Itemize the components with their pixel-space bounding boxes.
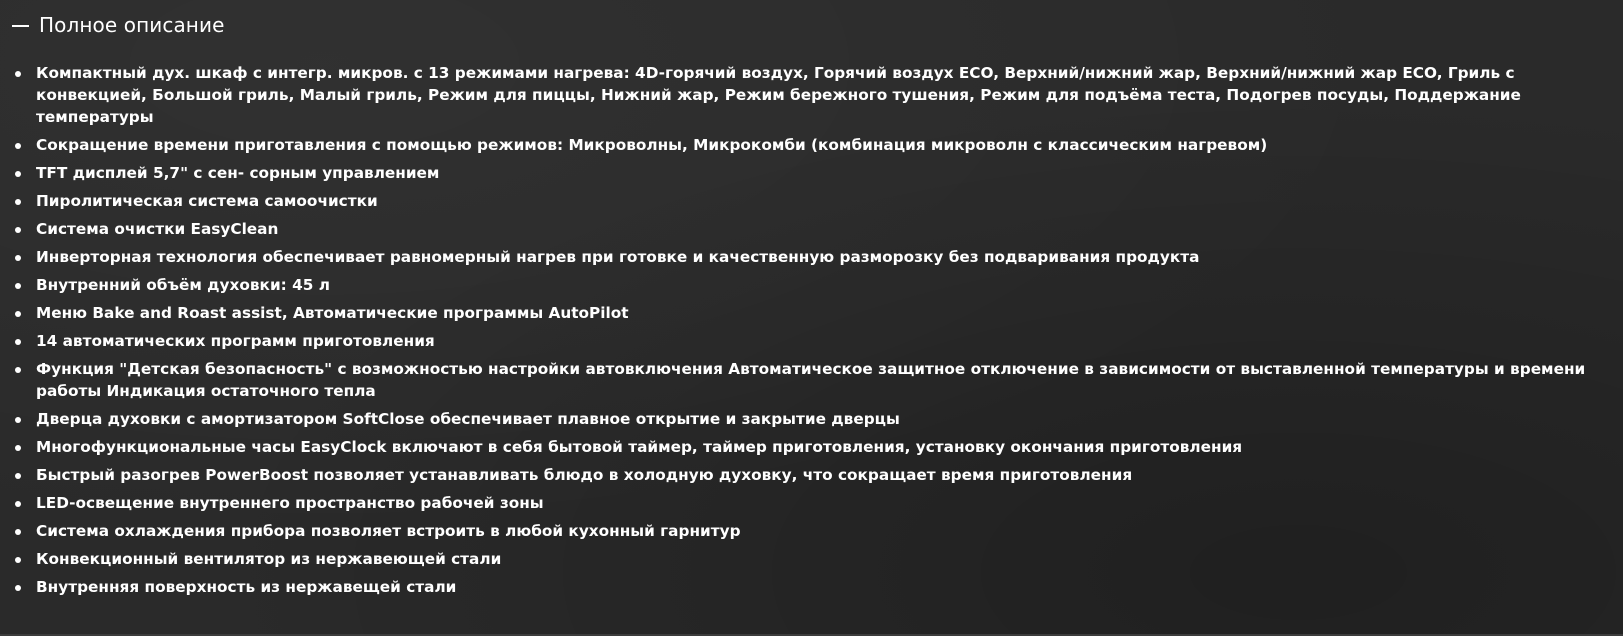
- list-item: [36, 218, 1611, 240]
- bullet-icon: [15, 501, 21, 507]
- minus-icon[interactable]: [12, 25, 29, 27]
- list-item: [36, 190, 1611, 212]
- list-item: [36, 492, 1611, 514]
- bullet-icon: [15, 585, 21, 591]
- bullet-icon: [15, 445, 21, 451]
- bullet-icon: [15, 339, 21, 345]
- list-item: [36, 520, 1611, 542]
- feature-text: Инверторная технология обеспечивает равномерный нагрев при готовке и качественную разморозку без подваривания продукта: [36, 248, 1200, 266]
- list-item: [36, 408, 1611, 430]
- list-item: [36, 548, 1611, 570]
- feature-text: Пиролитическая система самоочистки: [36, 192, 378, 210]
- bullet-icon: [15, 71, 21, 77]
- feature-text: Функция "Детская безопасность" с возможностью настройки автовключения Автоматическое защитное отключение в зависимости от выставленной температуры и времени работы Индикация остаточного тепла: [36, 360, 1586, 400]
- bullet-icon: [15, 367, 21, 373]
- feature-text: Многофункциональные часы EasyClock включают в себя бытовой таймер, таймер приготовления, установку окончания приготовления: [36, 438, 1243, 456]
- feature-text: Конвекционный вентилятор из нержавеющей стали: [36, 550, 502, 568]
- feature-list: [0, 62, 1623, 604]
- feature-text: Внутренняя поверхность из нержавещей стали: [36, 578, 457, 596]
- list-item: [36, 436, 1611, 458]
- list-item: [36, 274, 1611, 296]
- list-item: [36, 134, 1611, 156]
- section-title: Полное описание: [39, 13, 225, 37]
- list-item: [36, 302, 1611, 324]
- bullet-icon: [15, 311, 21, 317]
- bullet-icon: [15, 171, 21, 177]
- feature-text: TFT дисплей 5,7" с сен- сорным управлением: [36, 164, 440, 182]
- feature-text: Компактный дух. шкаф с интегр. микров. с 13 режимами нагрева: 4D-горячий воздух, Горячий воздух ECO, Верхний/нижний жар, Верхний/нижний жар ECO, Гриль с конвекцией, Большой гриль, Малый гриль, Режим для пиццы, Нижний жар, Режим бережного тушения, Режим для подъёма теста, Подогрев посуды, Поддержание температуры: [36, 64, 1521, 126]
- feature-text: Меню Bake and Roast assist, Автоматические программы AutoPilot: [36, 304, 629, 322]
- feature-text: 14 автоматических программ приготовления: [36, 332, 435, 350]
- feature-text: Внутренний объём духовки: 45 л: [36, 276, 330, 294]
- bullet-icon: [15, 227, 21, 233]
- feature-text: Система охлаждения прибора позволяет встроить в любой кухонный гарнитур: [36, 522, 741, 540]
- bullet-icon: [15, 417, 21, 423]
- list-item: [36, 358, 1611, 402]
- description-toggle[interactable]: [12, 10, 224, 40]
- list-item: [36, 246, 1611, 268]
- list-item: [36, 576, 1611, 598]
- bullet-icon: [15, 255, 21, 261]
- bullet-icon: [15, 283, 21, 289]
- bullet-icon: [15, 143, 21, 149]
- bullet-icon: [15, 199, 21, 205]
- feature-text: Сокращение времени приготавления с помощью режимов: Микроволны, Микрокомби (комбинация микроволн с классическим нагревом): [36, 136, 1268, 154]
- feature-text: Дверца духовки с амортизатором SoftClose обеспечивает плавное открытие и закрытие дверцы: [36, 410, 900, 428]
- bullet-icon: [15, 473, 21, 479]
- feature-text: Быстрый разогрев PowerBoost позволяет устанавливать блюдо в холодную духовку, что сокращает время приготовления: [36, 466, 1133, 484]
- list-item: [36, 330, 1611, 352]
- bullet-icon: [15, 557, 21, 563]
- feature-text: LED-освещение внутреннего пространство рабочей зоны: [36, 494, 544, 512]
- list-item: [36, 162, 1611, 184]
- list-item: [36, 62, 1611, 128]
- feature-text: Система очистки EasyClean: [36, 220, 279, 238]
- bullet-icon: [15, 529, 21, 535]
- list-item: [36, 464, 1611, 486]
